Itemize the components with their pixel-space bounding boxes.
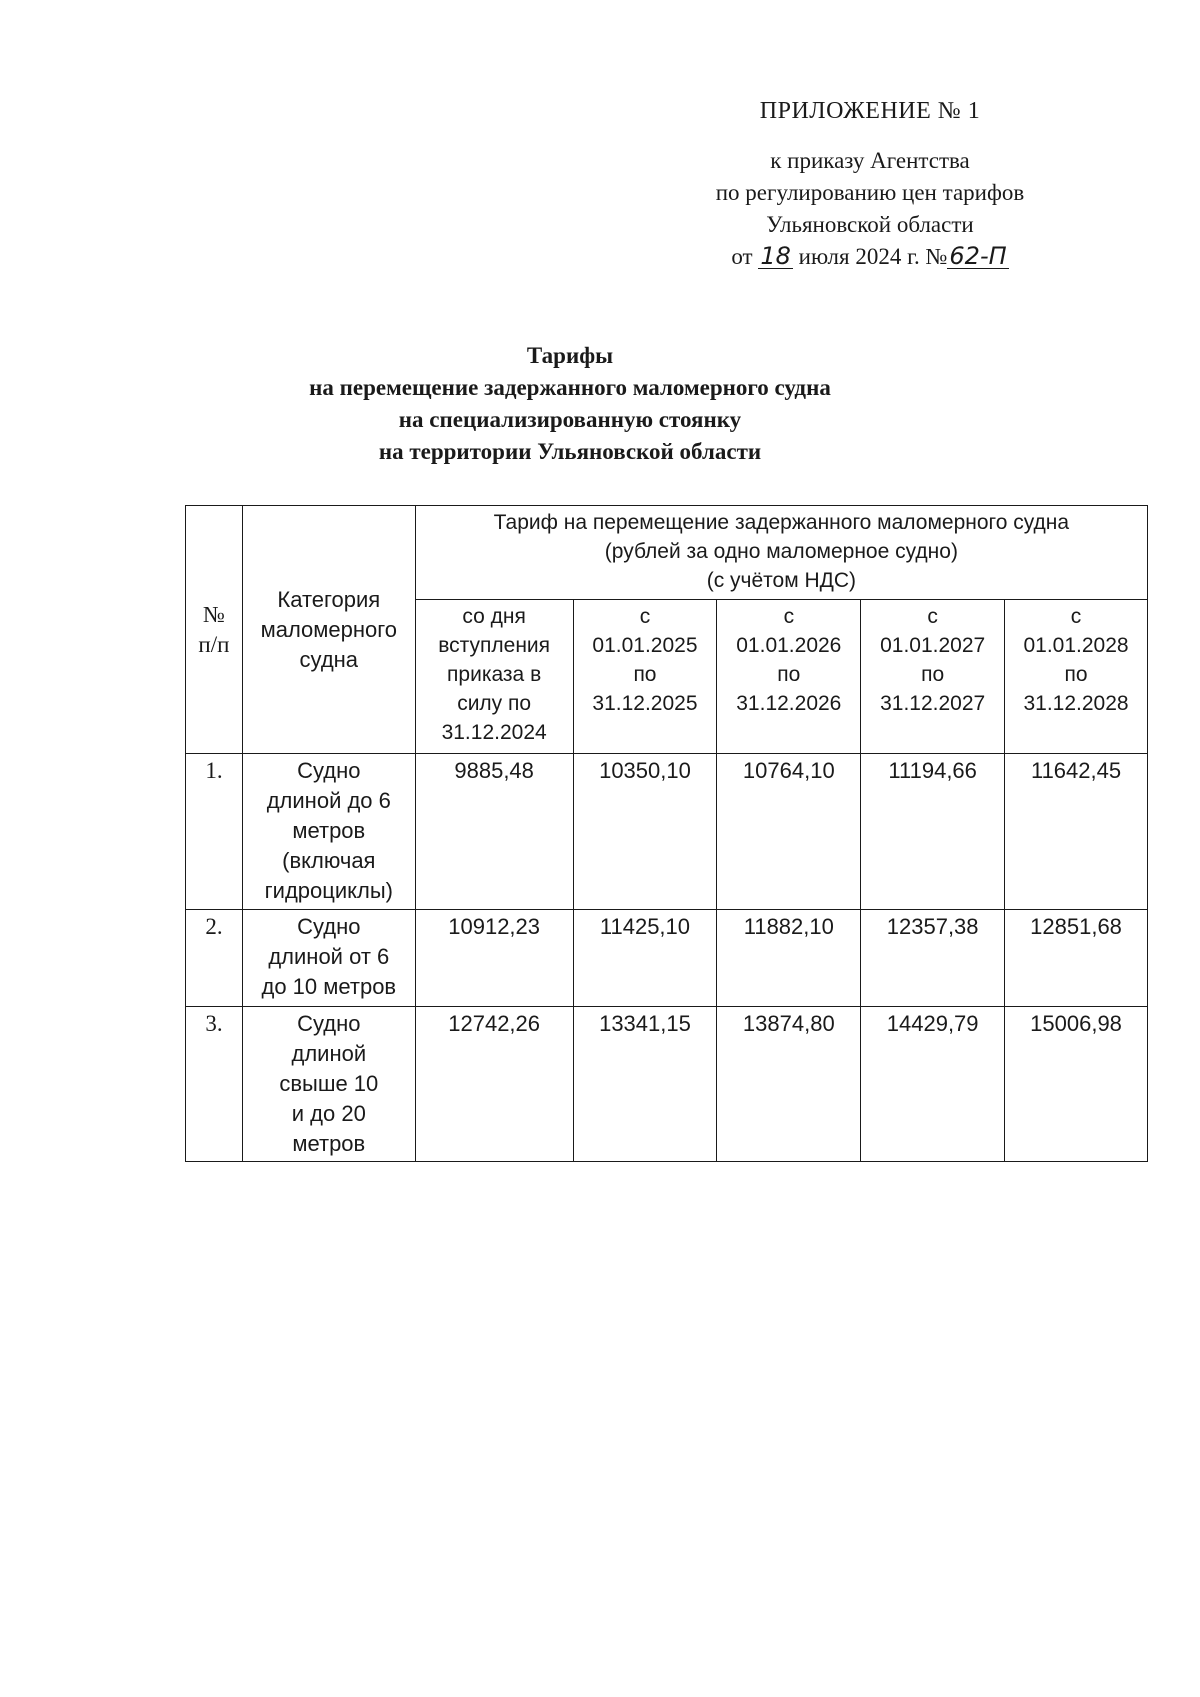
tariff-value: 13341,15 [573,1007,717,1162]
appendix-line: по регулированию цен тарифов [715,180,1025,205]
column-header-tariff: Тариф на перемещение задержанного маломерного судна (рублей за одно маломерное судно) (с учётом НДС) [415,506,1147,600]
row-number: 2. [186,910,243,1007]
appendix-line: к приказу Агентства [770,148,970,173]
tariff-value: 12357,38 [861,910,1005,1007]
column-header-period: с 01.01.2028 по 31.12.2028 [1005,600,1148,754]
tariff-value: 12851,68 [1005,910,1148,1007]
title-line: на перемещение задержанного маломерного судна [309,375,831,400]
tariff-value: 10764,10 [717,754,861,910]
title-line: Тарифы [526,343,614,368]
order-date-line [620,241,1120,273]
column-header-number: № п/п [186,506,243,754]
handwritten-day: 18 [760,242,791,270]
tariff-value: 10350,10 [573,754,717,910]
tariff-value: 11642,45 [1005,754,1148,910]
tariff-value: 11882,10 [717,910,861,1007]
appendix-line: Ульяновской области [766,212,974,237]
column-header-period: с 01.01.2025 по 31.12.2025 [573,600,717,754]
column-header-period: со дня вступления приказа в силу по 31.12.2024 [415,600,573,754]
row-number: 1. [186,754,243,910]
tariff-value: 12742,26 [415,1007,573,1162]
date-rest: июля 2024 г. № [798,244,948,269]
title-line: на территории Ульяновской области [378,439,762,464]
tariff-table [185,505,1148,1162]
row-category: Судно длиной от 6 до 10 метров [242,910,415,1007]
tariff-value: 14429,79 [861,1007,1005,1162]
row-category: Судно длиной свыше 10 и до 20 метров [242,1007,415,1162]
column-header-category: Категория маломерного судна [242,506,415,754]
table-header-row [186,506,1148,600]
table-row [186,910,1148,1007]
title-line: на специализированную стоянку [398,407,742,432]
tariff-value: 15006,98 [1005,1007,1148,1162]
column-header-period: с 01.01.2027 по 31.12.2027 [861,600,1005,754]
column-header-period: с 01.01.2026 по 31.12.2026 [717,600,861,754]
date-prefix: от [731,244,753,269]
appendix-header [620,98,1120,273]
tariff-value: 11425,10 [573,910,717,1007]
tariff-value: 9885,48 [415,754,573,910]
table-row [186,1007,1148,1162]
row-category: Судно длиной до 6 метров (включая гидроциклы) [242,754,415,910]
tariff-value: 10912,23 [415,910,573,1007]
table-row [186,754,1148,910]
document-title [260,340,880,468]
handwritten-order-number: 62-П [949,242,1007,270]
row-number: 3. [186,1007,243,1162]
tariff-value: 13874,80 [717,1007,861,1162]
tariff-value: 11194,66 [861,754,1005,910]
appendix-title: ПРИЛОЖЕНИЕ № 1 [759,98,981,124]
